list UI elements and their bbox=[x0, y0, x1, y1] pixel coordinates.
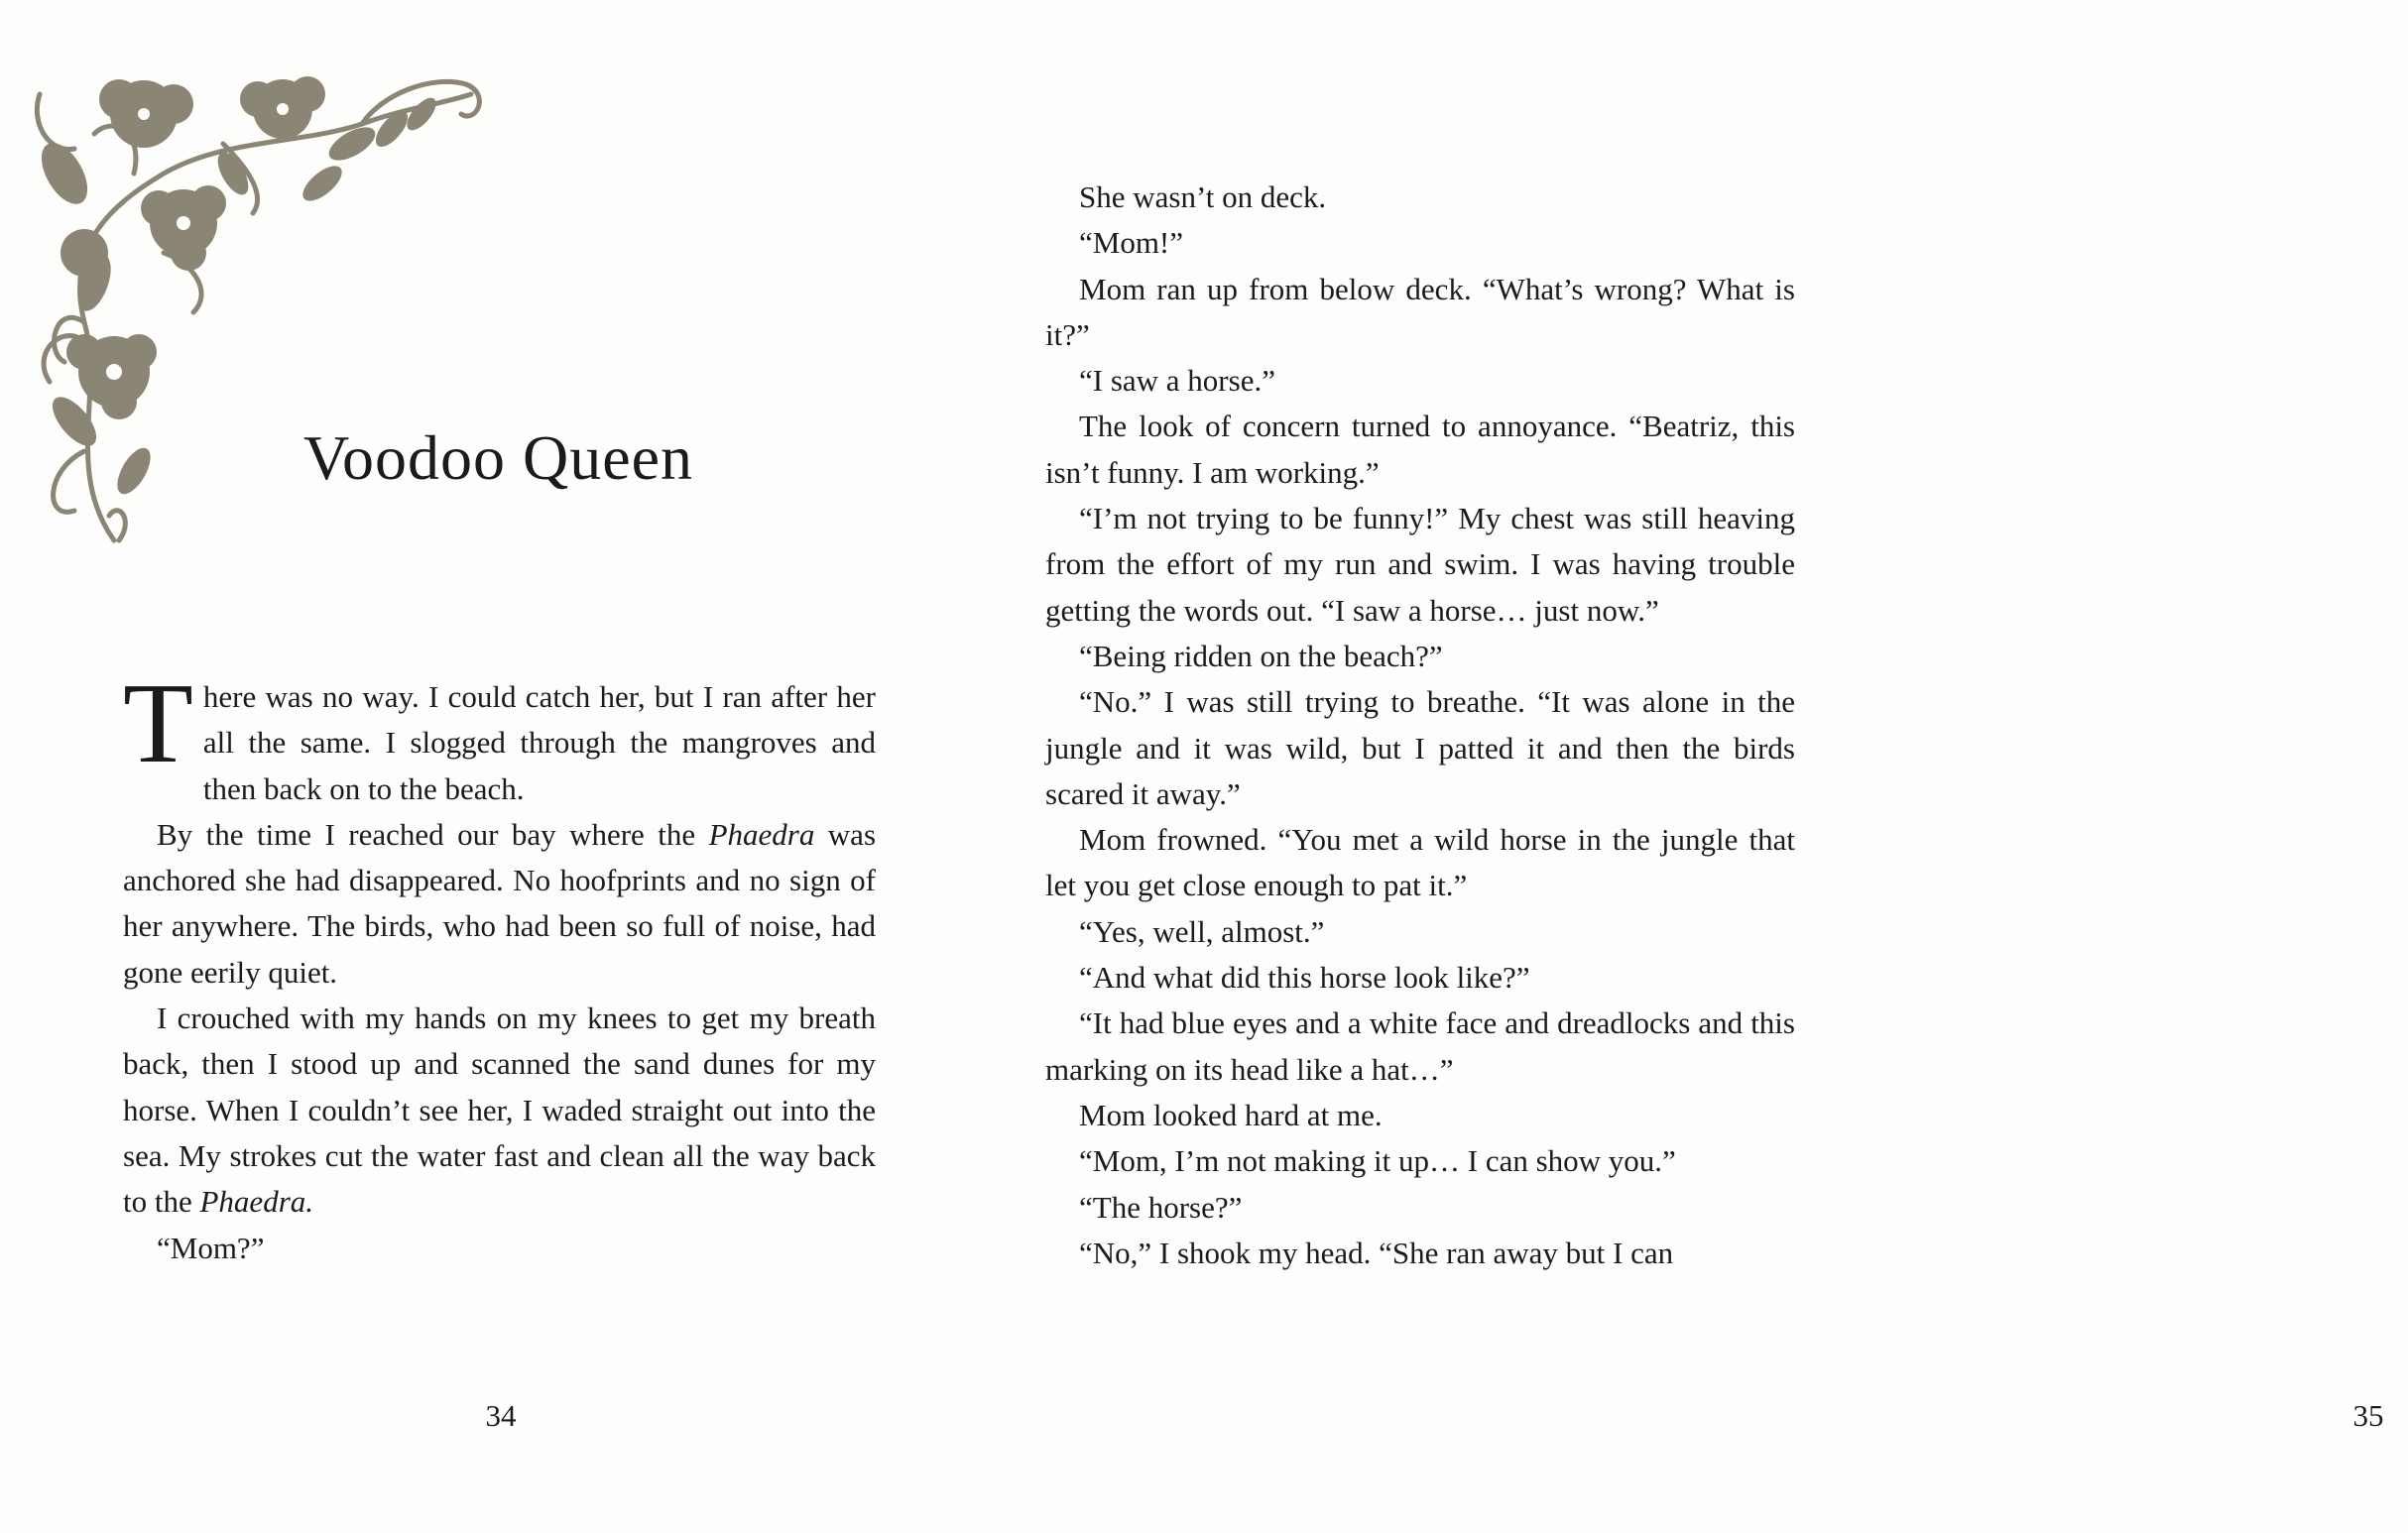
paragraph bbox=[123, 812, 876, 996]
text-run: “No.” I was still trying to breathe. “It was alone in the jungle and it was wild, but I patted it and then the birds scared it away.” bbox=[1045, 684, 1795, 811]
paragraph bbox=[1045, 955, 1795, 1001]
text-run: “Being ridden on the beach?” bbox=[1079, 638, 1443, 673]
paragraph bbox=[1045, 1231, 1795, 1276]
text-run: Mom looked hard at me. bbox=[1079, 1097, 1383, 1132]
chapter-title: Voodoo Queen bbox=[303, 422, 693, 493]
paragraph bbox=[1045, 679, 1795, 817]
text-run: “Mom!” bbox=[1079, 225, 1184, 261]
page-number-right: 35 bbox=[2352, 1398, 2384, 1433]
paragraph bbox=[1045, 634, 1795, 679]
text-run: “Yes, well, almost.” bbox=[1079, 913, 1325, 949]
paragraph bbox=[123, 996, 876, 1225]
left-page-text bbox=[123, 660, 877, 1271]
text-run: “No,” I shook my head. “She ran away but I can bbox=[1079, 1235, 1674, 1270]
text-run: “Mom?” bbox=[157, 1230, 265, 1265]
paragraph bbox=[1045, 175, 1795, 220]
text-run: The look of concern turned to annoyance. “Beatriz, this isn’t funny. I am working.” bbox=[1045, 409, 1795, 490]
text-run: Mom frowned. “You met a wild horse in the jungle that let you get close enough to pat it.” bbox=[1045, 822, 1795, 903]
page-number-left: 34 bbox=[485, 1398, 517, 1433]
paragraph bbox=[1045, 358, 1795, 404]
italic-text-run: Phaedra. bbox=[199, 1184, 314, 1220]
paragraph bbox=[1045, 909, 1795, 955]
text-run: “I’m not trying to be funny!” My chest was still heaving from the effort of my run and swim. I was having trouble getting the words out. “I saw a horse… just now.” bbox=[1045, 501, 1795, 628]
paragraph bbox=[1045, 1093, 1795, 1138]
paragraph bbox=[1045, 1001, 1795, 1093]
paragraph bbox=[1045, 404, 1795, 496]
text-run: “The horse?” bbox=[1079, 1189, 1243, 1225]
text-run: Mom ran up from below deck. “What’s wrong? What is it?” bbox=[1045, 271, 1795, 352]
text-run: I crouched with my hands on my knees to get my breath back, then I stood up and scanned the sand dunes for my horse. When I couldn’t see her, I waded straight out into the sea. My strokes cut the water fast and clean all the way back to the bbox=[123, 1001, 876, 1220]
text-run: “I saw a horse.” bbox=[1079, 363, 1275, 399]
paragraph bbox=[1045, 817, 1795, 909]
drop-cap: T bbox=[123, 660, 193, 787]
text-run: “It had blue eyes and a white face and dreadlocks and this marking on its head like a hat…” bbox=[1045, 1005, 1795, 1087]
right-page-text bbox=[1045, 175, 1795, 1276]
paragraph bbox=[1045, 220, 1795, 266]
italic-text-run: Phaedra bbox=[708, 816, 815, 852]
text-run: was anchored she had disappeared. No hoofprints and no sign of her anywhere. The birds, who had been so full of noise, had gone eerily quiet. bbox=[123, 816, 877, 990]
text-run: here was no way. I could catch her, but I ran after her all the same. I slogged through the mangroves and then back on to the beach. bbox=[202, 679, 876, 806]
paragraph bbox=[123, 1226, 876, 1271]
text-run: She wasn’t on deck. bbox=[1079, 179, 1327, 214]
text-run: “And what did this horse look like?” bbox=[1079, 960, 1530, 996]
paragraph bbox=[123, 660, 876, 812]
paragraph bbox=[1045, 1138, 1795, 1184]
paragraph bbox=[1045, 496, 1795, 634]
text-run: By the time I reached our bay where the bbox=[157, 816, 709, 852]
left-page bbox=[0, 0, 952, 1533]
text-run: “Mom, I’m not making it up… I can show you.” bbox=[1079, 1143, 1676, 1179]
paragraph bbox=[1045, 1185, 1795, 1231]
paragraph bbox=[1045, 267, 1795, 359]
